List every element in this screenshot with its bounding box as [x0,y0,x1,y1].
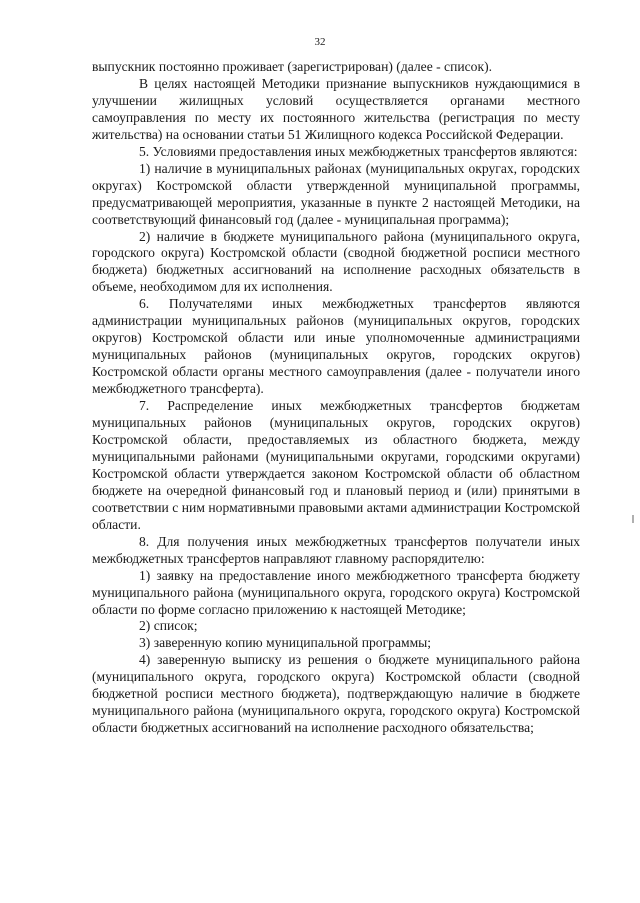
paragraph-item-6: 6. Получателями иных межбюджетных трансфертов являются администрации муниципальных районов (муниципальных округов, городских округов) Костромской области или иные уполномоченные администрациями муниципальных районов (муниципальных округов, городских округов) Костромской области органы местного самоуправления (далее - получатели иного межбюджетного трансферта). [92,296,580,397]
page-number: 32 [314,36,326,48]
scan-edge-mark [632,515,634,523]
paragraph-item-8-2: 2) список; [139,618,198,634]
paragraph-item-8-1: 1) заявку на предоставление иного межбюджетного трансферта бюджету муниципального района (муниципального округа, городского округа) Костромской области по форме согласно приложению к настоящей Методике; [92,567,580,617]
paragraph-item-8-3: 3) заверенную копию муниципальной программы; [139,635,432,651]
paragraph-item-5-1: 1) наличие в муниципальных районах (муниципальных округах, городских округах) Костромской области утвержденной муниципальной программы, предусматривающей мероприятия, указанные в пункте 2 настоящей Методики, на соответствующий финансовый год (далее - муниципальная программа); [92,160,580,227]
paragraph-item-7: 7. Распределение иных межбюджетных трансфертов бюджетам муниципальных районов (муниципальных округов, городских округов) Костромской области, предоставляемых из областного бюджета, между муниципальными районами (муниципальными округами, городскими округами) Костромской области утверждается законом Костромской области об областном бюджете на очередной финансовый год и плановый период и (или) принятыми в соответствии с ним нормативными правовыми актами администрации Костромской области. [92,398,580,532]
paragraph-item-8-4: 4) заверенную выписку из решения о бюджете муниципального района (муниципального округа, городского округа) Костромской области (сводной бюджетной росписи местного бюджета), подтверждающую наличие в бюджете муниципального района (муниципального округа, городского округа) Костромской области бюджетных ассигнований на исполнение расходного обязательства; [92,652,580,736]
paragraph-item-5-2: 2) наличие в бюджете муниципального района (муниципального округа, городского округа) Костромской области (сводной бюджетной росписи местного бюджета) бюджетных ассигнований на исполнение расходных обязательств в объеме, необходимом для их исполнения. [92,228,580,295]
paragraph-item-5: 5. Условиями предоставления иных межбюджетных трансфертов являются: [139,143,578,159]
paragraph-item-8: 8. Для получения иных межбюджетных трансфертов получатели иных межбюджетных трансфертов направляют главному распорядителю: [92,533,580,566]
paragraph-recognition: В целях настоящей Методики признание выпускников нуждающимися в улучшении жилищных условий осуществляется органами местного самоуправления по месту их постоянного жительства (регистрация по месту жительства) на основании статьи 51 Жилищного кодекса Российской Федерации. [92,75,580,142]
document-body [92,59,580,737]
paragraph-list-continuation: выпускник постоянно проживает (зарегистрирован) (далее - список). [92,59,492,74]
